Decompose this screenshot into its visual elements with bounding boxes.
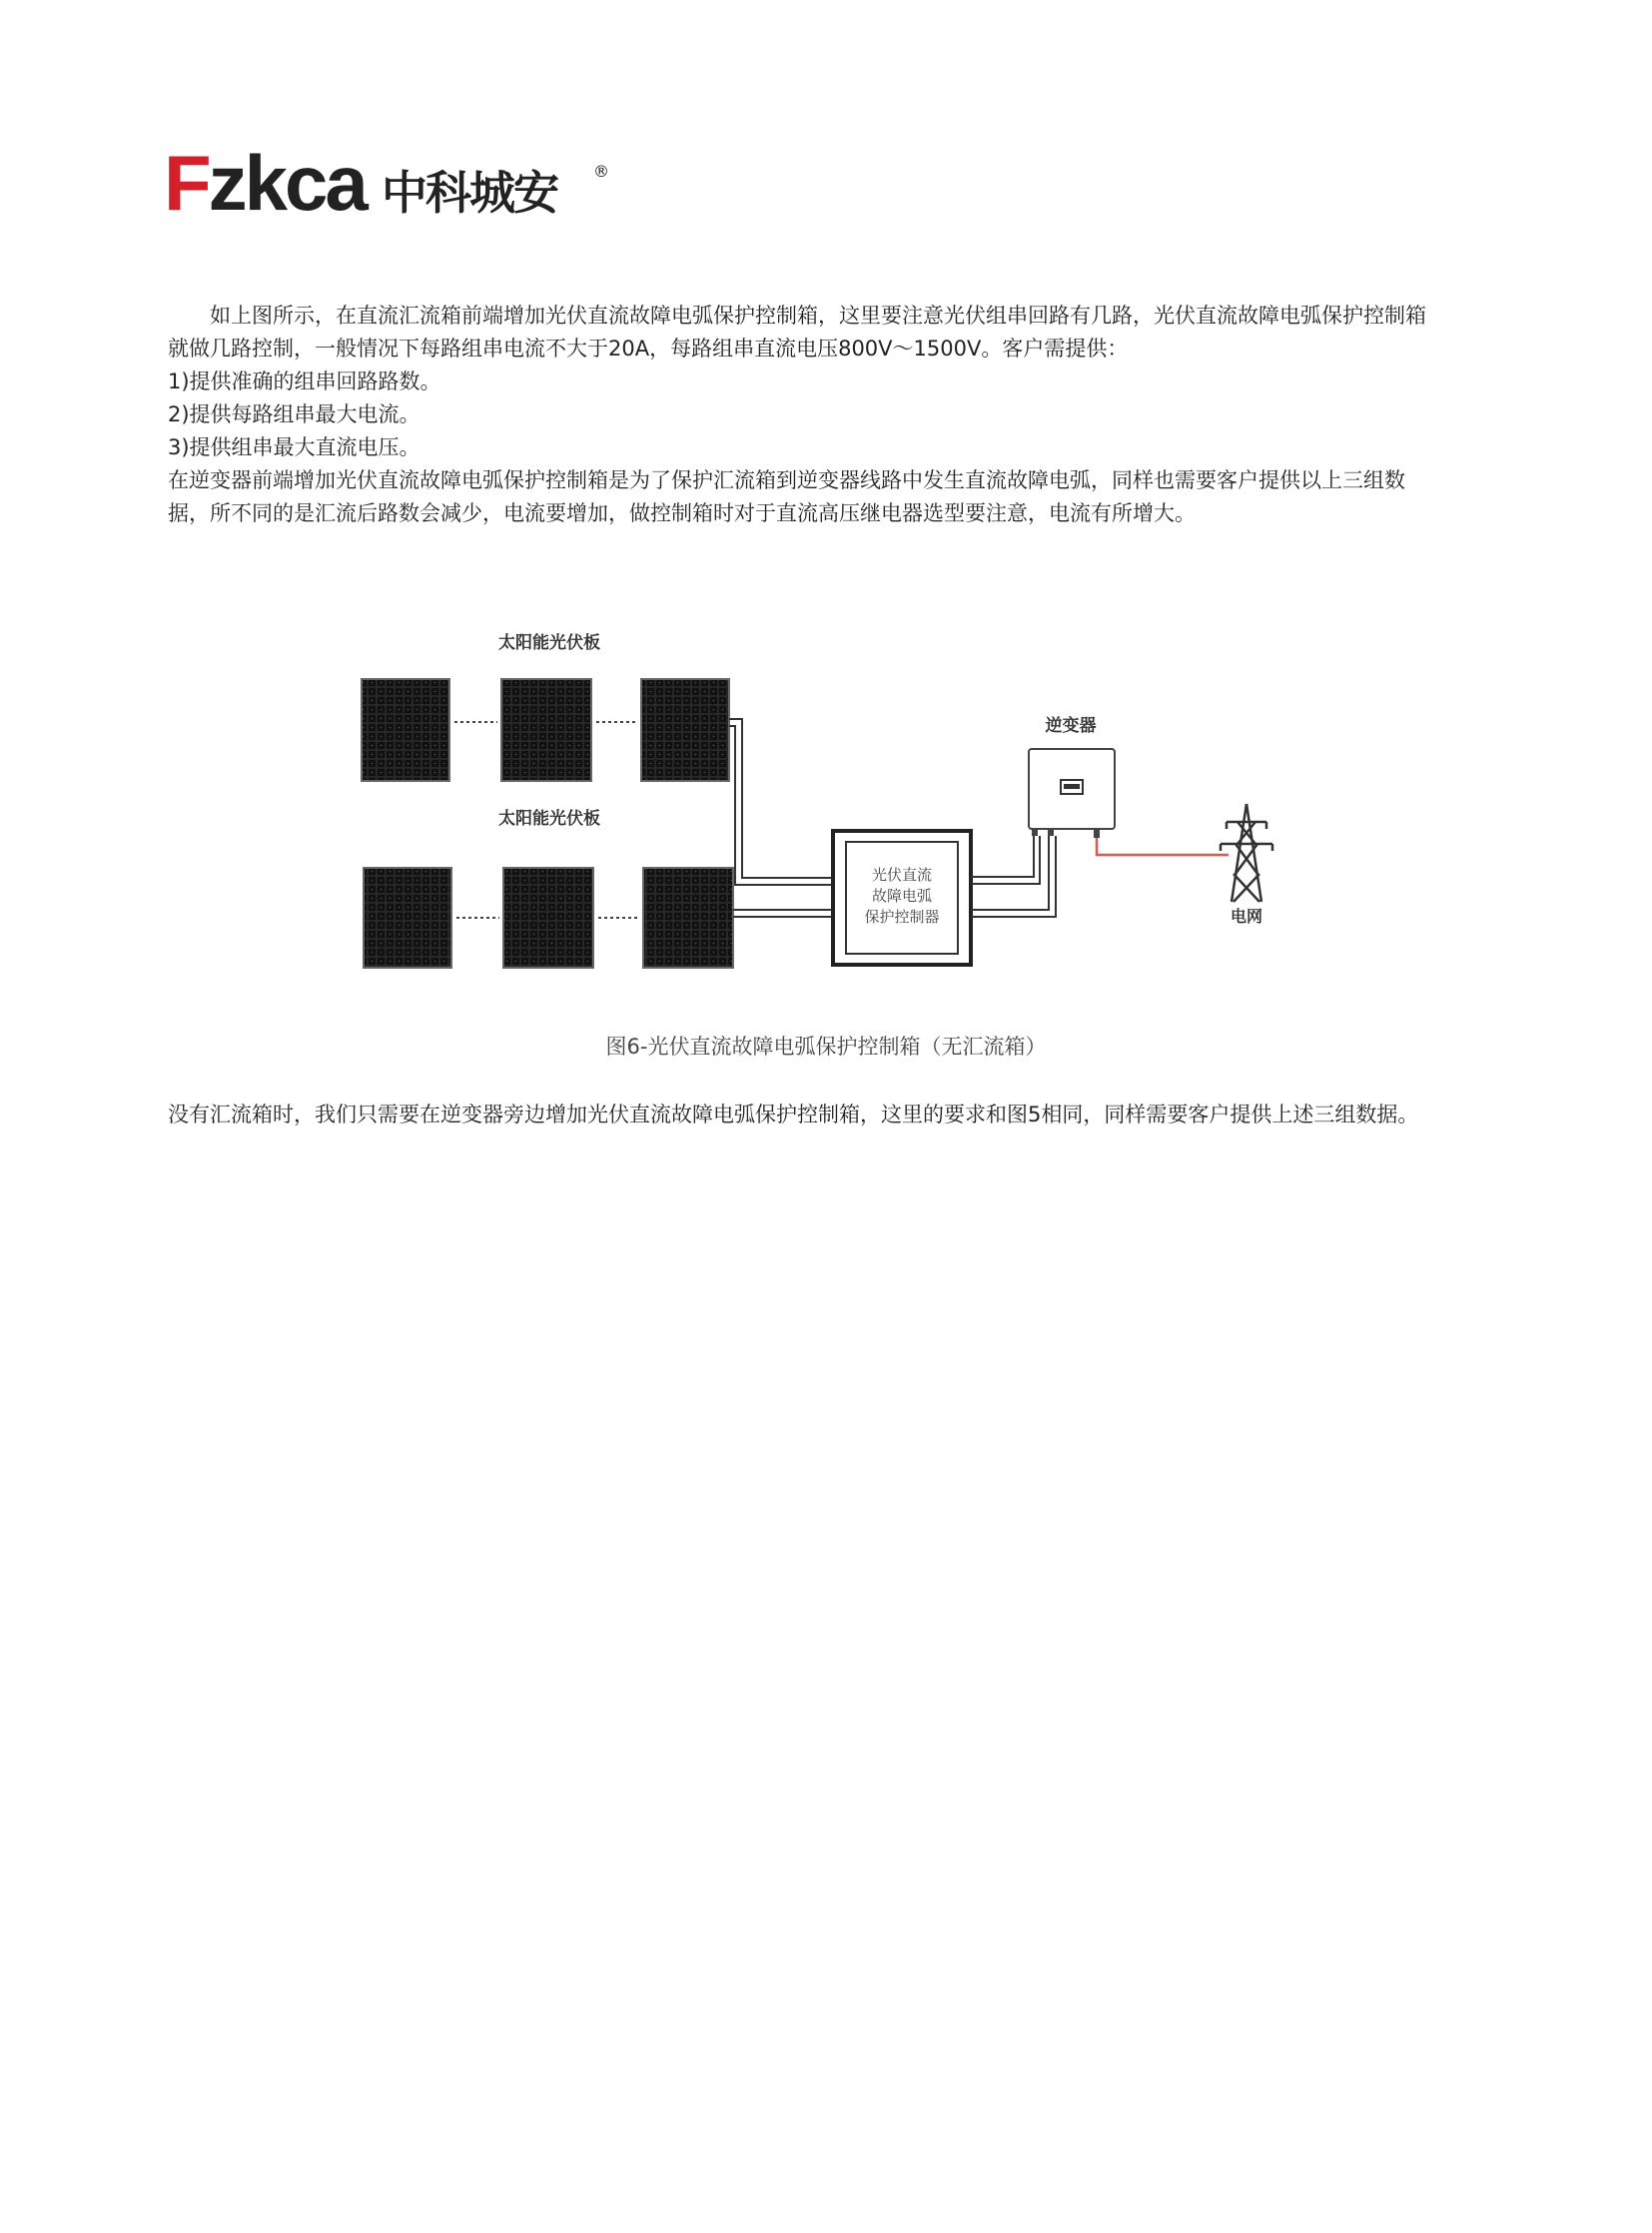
- panel-group-bottom-label: 太阳能光伏板: [498, 809, 600, 829]
- controller-to-inverter-cables: [971, 836, 1056, 917]
- controller-label-line-2: 故障电弧: [871, 887, 933, 905]
- controller-label-line-3: 保护控制器: [864, 908, 940, 926]
- solar-panel-top-3: [641, 679, 729, 781]
- grid-label: 电网: [1230, 907, 1263, 926]
- closing-paragraph: 没有汇流箱时，我们只需要在逆变器旁边增加光伏直流故障电弧保护控制箱，这里的要求和图5相同，同样需要客户提供上述三组数据。: [168, 1103, 1419, 1126]
- arc-fault-controller: [833, 831, 971, 965]
- requirement-3: 3)提供组串最大直流电压。: [168, 435, 420, 459]
- panel-group-top-label: 太阳能光伏板: [498, 633, 600, 653]
- solar-panel-bottom-2: [503, 868, 593, 968]
- inverter-note-line-2: 据，所不同的是汇流后路数会减少，电流要增加，做控制箱时对于直流高压继电器选型要注意，电流有所增大。: [168, 501, 1196, 525]
- company-logo: [164, 140, 623, 240]
- pv-system-diagram: [350, 624, 1358, 974]
- transmission-tower-icon: [1221, 804, 1272, 902]
- inverter: [1029, 749, 1115, 838]
- inverter-label: 逆变器: [1045, 716, 1097, 736]
- intro-line-1: 如上图所示，在直流汇流箱前端增加光伏直流故障电弧保护控制箱，这里要注意光伏组串回路有几路，光伏直流故障电弧保护控制箱: [210, 304, 1426, 328]
- solar-panel-top-2: [501, 679, 591, 781]
- solar-panel-top-1: [362, 679, 449, 781]
- dc-cables-top-group: [729, 719, 833, 885]
- registered-mark: ®: [593, 162, 609, 181]
- dc-cables-bottom-group: [733, 910, 833, 917]
- controller-label-line-1: 光伏直流: [871, 866, 933, 884]
- intro-line-2: 就做几路控制，一般情况下每路组串电流不大于20A，每路组串直流电压800V～1500V。客户需提供：: [168, 337, 1129, 361]
- logo-latin-text: Fzkca: [164, 139, 366, 227]
- logo-chinese-text: 中科城安: [382, 166, 557, 220]
- solar-panel-bottom-3: [643, 868, 733, 968]
- figure-caption: 图6-光伏直流故障电弧保护控制箱（无汇流箱）: [605, 1035, 1047, 1059]
- solar-panel-bottom-1: [364, 868, 451, 968]
- grid-connection-line: [1097, 838, 1229, 855]
- requirement-1: 1)提供准确的组串回路路数。: [168, 370, 441, 393]
- requirement-2: 2)提供每路组串最大电流。: [168, 402, 420, 426]
- inverter-note-line-1: 在逆变器前端增加光伏直流故障电弧保护控制箱是为了保护汇流箱到逆变器线路中发生直流故障电弧，同样也需要客户提供以上三组数: [168, 468, 1405, 492]
